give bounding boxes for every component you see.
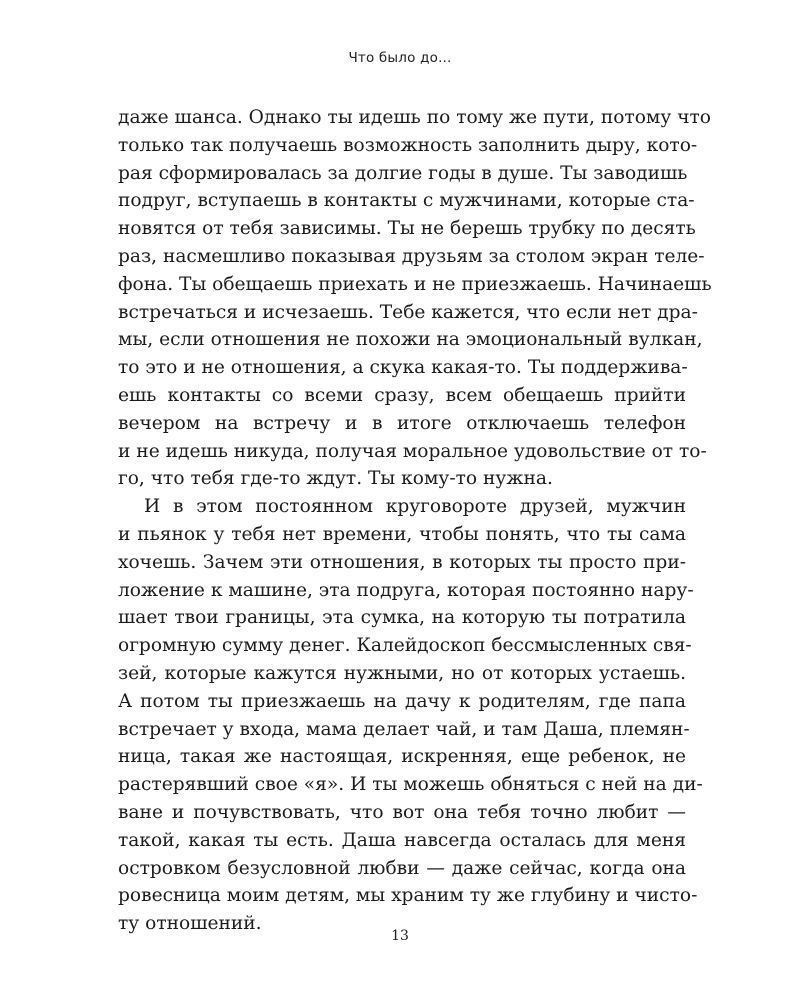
text-line: то это и не отношения, а скука какая-то. Ты поддержива-: [118, 357, 688, 379]
text-line: такой, какая ты есть. Даша навсегда осталась для меня: [118, 829, 686, 851]
main-text: [118, 104, 712, 938]
paragraph-1: [118, 104, 712, 493]
text-line: только так получаешь возможность заполнить дыру, кото-: [118, 134, 698, 156]
text-line: встречаться и исчезаешь. Тебе кажется, что если нет дра-: [118, 301, 698, 323]
text-line: островком безусловной любви — даже сейчас, когда она: [118, 857, 686, 879]
text-line: новятся от тебя зависимы. Ты не берешь трубку по десять: [118, 218, 696, 240]
text-line: огромную сумму денег. Калейдоскоп бессмысленных свя-: [118, 635, 692, 657]
text-line: и не идешь никуда, получая моральное удовольствие от то-: [118, 440, 707, 462]
text-line: и пьянок у тебя нет времени, чтобы понять, что ты сама: [118, 523, 686, 545]
text-line: го, что тебя где-то ждут. Ты кому-то нужна.: [118, 468, 553, 490]
text-line: даже шанса. Однако ты идешь по тому же пути, потому что: [118, 107, 711, 128]
text-line: ту отношений.: [118, 913, 262, 935]
text-line: рая сформировалась за долгие годы в душе. Ты заводишь: [118, 162, 688, 184]
text-line: И в этом постоянном круговороте друзей, мужчин: [144, 496, 686, 518]
text-line: мы, если отношения не похожи на эмоциональный вулкан,: [118, 329, 703, 351]
text-line: ровесница моим детям, мы храним ту же глубину и чисто-: [118, 885, 698, 907]
paragraph-2: [118, 493, 703, 938]
text-line: вечером на встречу и в итоге отключаешь телефон: [118, 412, 686, 434]
text-line: шает твои границы, эта сумка, на которую ты потратила: [118, 607, 686, 629]
text-line: А потом ты приезжаешь на дачу к родителям, где папа: [118, 690, 686, 712]
text-line: подруг, вступаешь в контакты с мужчинами, которые ста-: [118, 190, 695, 212]
text-line: ване и почувствовать, что вот она тебя точно любит —: [118, 801, 686, 823]
text-line: раз, насмешливо показывая друзьям за столом экран теле-: [118, 245, 705, 267]
text-line: ешь контакты со всеми сразу, всем обещаешь прийти: [118, 384, 686, 406]
text-line: встречает у входа, мама делает чай, и там Даша, племян-: [118, 718, 690, 740]
text-line: хочешь. Зачем эти отношения, в которых ты просто при-: [118, 551, 686, 573]
text-line: фона. Ты обещаешь приехать и не приезжаешь. Начинаешь: [118, 273, 712, 295]
text-line: ница, такая же настоящая, искренняя, еще ребенок, не: [118, 746, 686, 768]
text-line: растерявший свое «я». И ты можешь обняться с ней на ди-: [118, 774, 703, 796]
running-head-title: Что было до...: [348, 50, 452, 66]
page-number: 13: [391, 928, 409, 944]
text-line: зей, которые кажутся нужными, но от которых устаешь.: [118, 662, 686, 684]
text-line: ложение к машине, эта подруга, которая постоянно нару-: [118, 579, 694, 601]
